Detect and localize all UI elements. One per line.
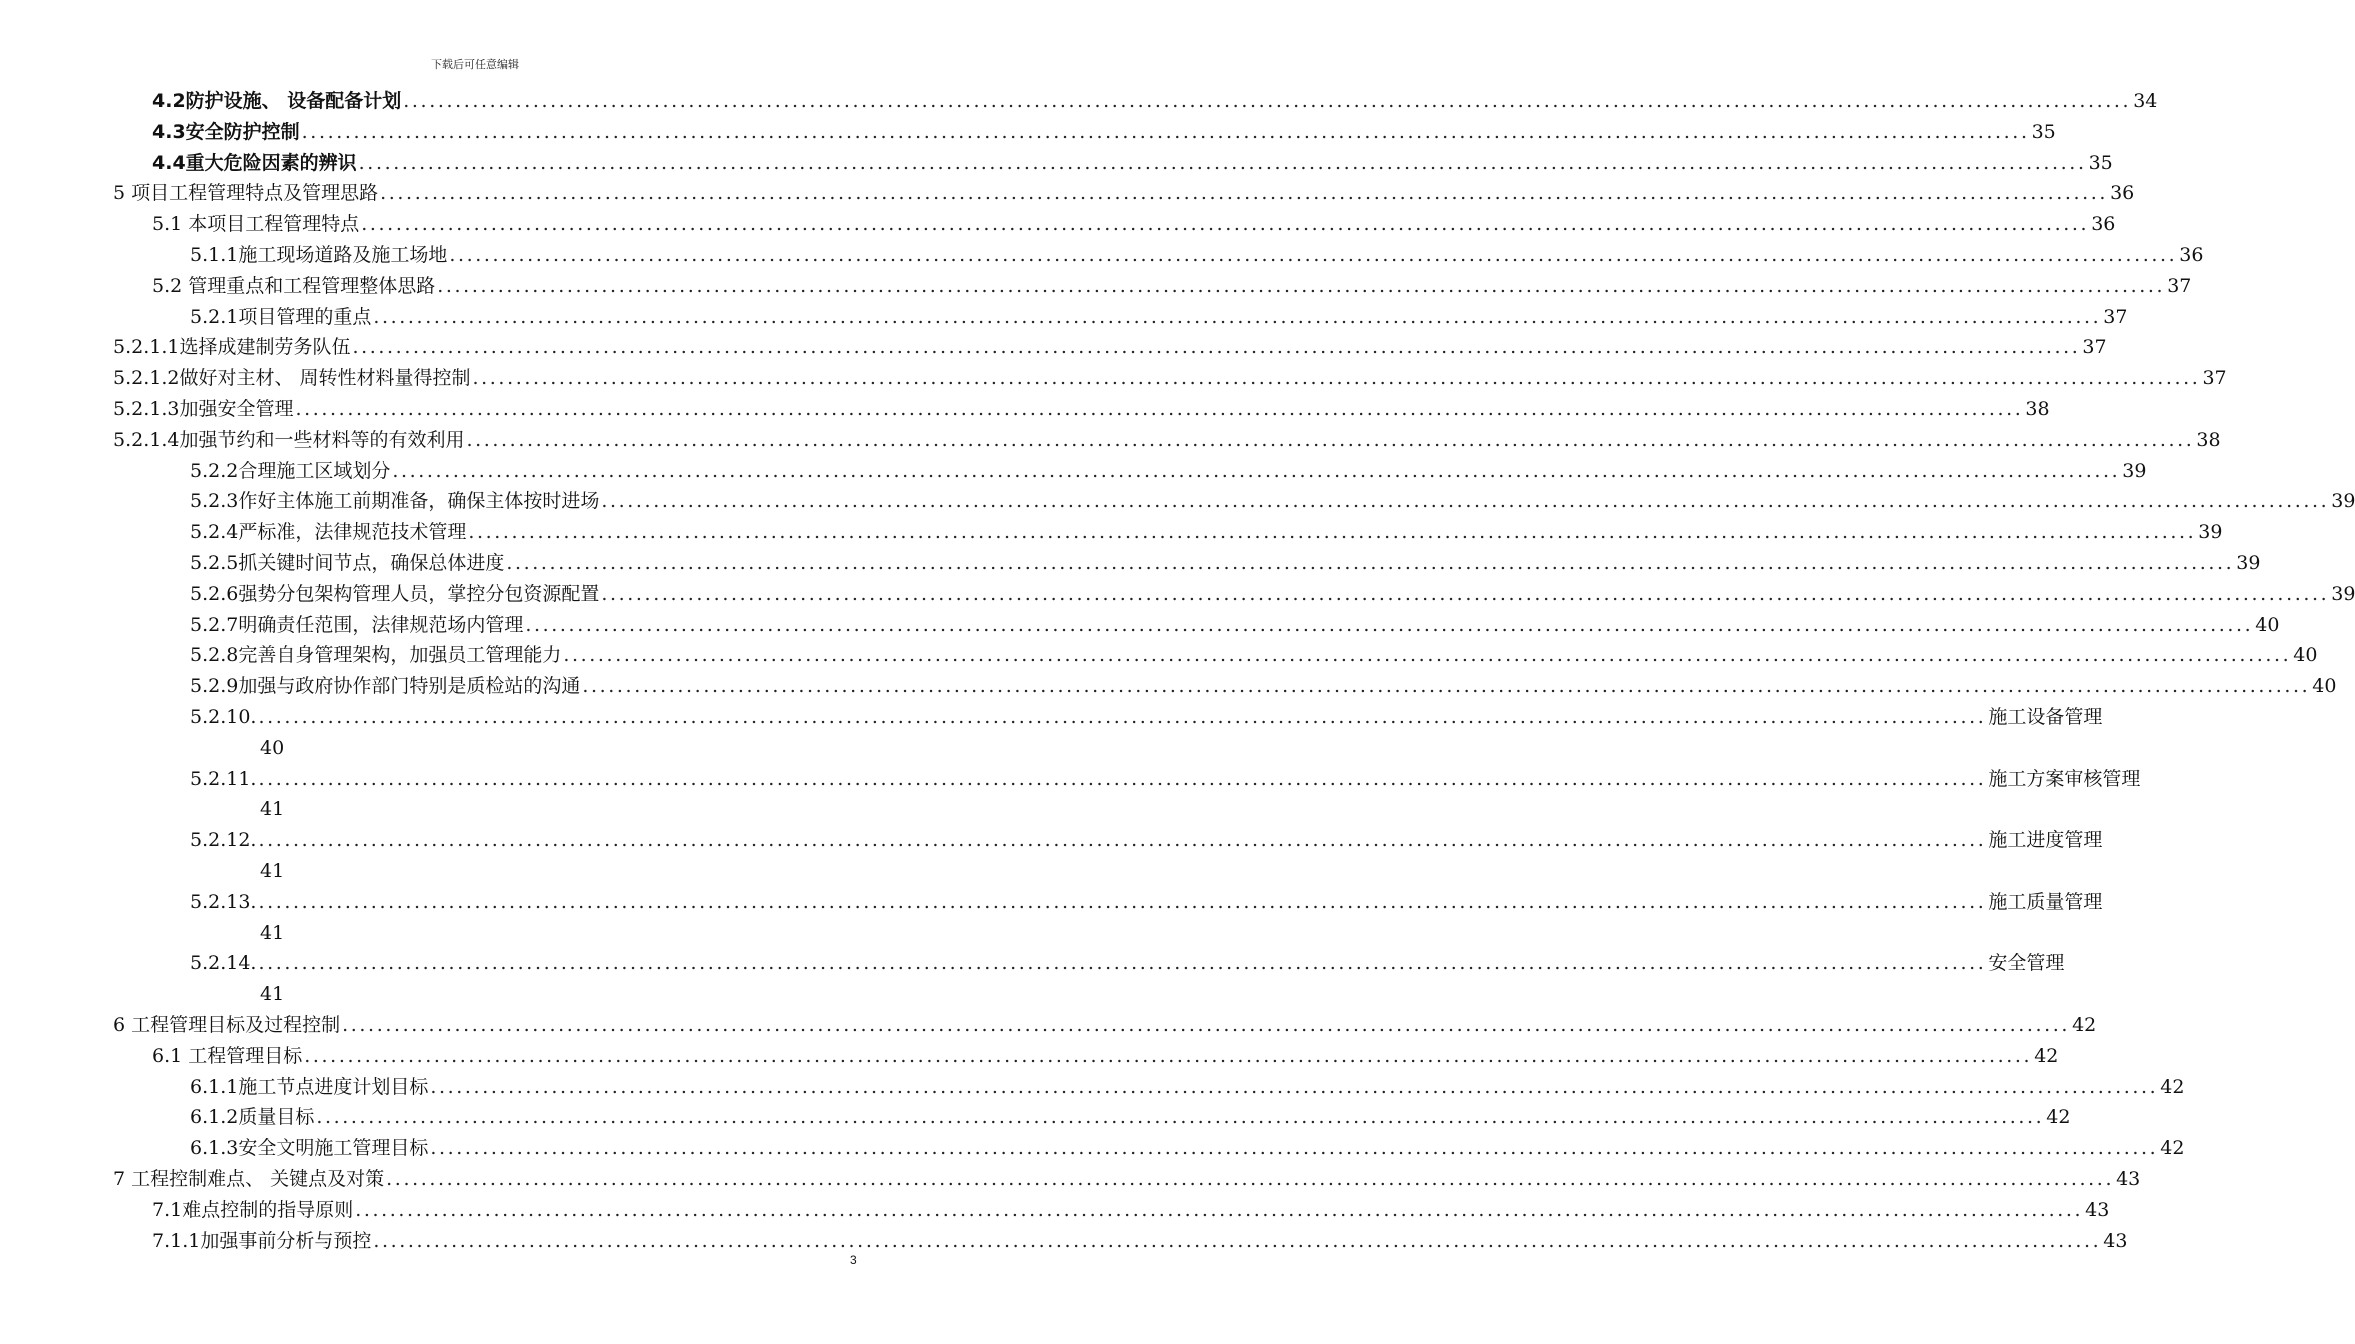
toc-entry-page: 37 (2103, 305, 2128, 328)
toc-entry-title: 6 工程管理目标及过程控制 (113, 1014, 341, 1036)
toc-entry-page: 36 (2110, 182, 2135, 205)
toc-entry-wrapped[interactable] (190, 825, 2103, 856)
toc-dot-leader: ........................................................................................................................................................................................................ (358, 151, 2087, 174)
toc-dot-leader: ........................................................................................................................................................................................................ (355, 1198, 2084, 1221)
toc-entry-page: 39 (2236, 552, 2261, 574)
toc-entry[interactable] (152, 86, 2158, 117)
toc-dot-leader: ........................................................................................................................................................................................................ (258, 952, 1987, 975)
toc-entry[interactable] (152, 117, 2056, 148)
toc-entry-page: 39 (2198, 521, 2223, 544)
toc-entry[interactable] (113, 363, 2227, 394)
toc-dot-leader: ........................................................................................................................................................................................................ (380, 182, 2109, 205)
toc-entry[interactable] (190, 302, 2128, 333)
toc-entry-page: 41 (260, 983, 285, 1006)
toc-entry-wrapped[interactable] (190, 948, 2065, 979)
toc-entry-wrapped[interactable] (190, 764, 2141, 795)
toc-entry-title: 5.2.7明确责任范围，法律规范场内管理 (190, 613, 524, 636)
toc-entry[interactable] (152, 1041, 2059, 1072)
toc-entry-title: 6.1.2质量目标 (190, 1106, 315, 1129)
toc-dot-leader: ........................................................................................................................................................................................................ (295, 398, 2024, 420)
toc-entry-title: 5.2.1项目管理的重点 (190, 305, 372, 328)
toc-entry-page: 39 (2122, 459, 2147, 482)
toc-entry-page: 35 (2088, 151, 2113, 174)
toc-entry-wrapped[interactable] (190, 702, 2103, 733)
toc-dot-leader: ........................................................................................................................................................................................................ (525, 613, 2254, 636)
toc-entry-title: 7.1.1加强事前分析与预控 (152, 1229, 372, 1252)
toc-entry-title: 5.2.1.2做好对主材、 周转性材料量得控制 (113, 367, 471, 390)
toc-entry-page: 37 (2082, 336, 2107, 359)
toc-entry-page: 42 (2034, 1044, 2059, 1067)
toc-entry-page: 42 (2046, 1106, 2071, 1129)
toc-entry-title: 5.1 本项目工程管理特点 (152, 213, 360, 236)
toc-entry-title: 施工质量管理 (1988, 890, 2103, 913)
toc-entry-title: 4.3安全防护控制 (152, 120, 300, 143)
toc-entry-page: 36 (2179, 244, 2204, 266)
toc-dot-leader: ........................................................................................................................................................................................................ (361, 213, 2090, 236)
toc-entry-page: 42 (2160, 1137, 2185, 1160)
toc-dot-leader: ........................................................................................................................................................................................................ (601, 490, 2330, 513)
toc-entry-page: 40 (2255, 613, 2280, 636)
toc-dot-leader: ........................................................................................................................................................................................................ (468, 521, 2197, 544)
toc-entry-title: 施工设备管理 (1988, 706, 2103, 728)
toc-entry[interactable] (152, 1195, 2110, 1226)
toc-entry[interactable] (190, 640, 2318, 671)
toc-entry-number: 5.2.11. (190, 767, 257, 790)
toc-dot-leader: ........................................................................................................................................................................................................ (386, 1168, 2115, 1190)
toc-entry[interactable] (190, 610, 2280, 641)
toc-entry-title: 5.2.8完善自身管理架构，加强员工管理能力 (190, 644, 562, 667)
toc-entry[interactable] (190, 548, 2261, 579)
toc-entry[interactable] (152, 271, 2192, 302)
toc-entry-title: 4.4重大危险因素的辨识 (152, 151, 357, 174)
toc-entry[interactable] (190, 579, 2355, 610)
toc-entry-page: 41 (260, 921, 285, 944)
toc-entry-number: 5.2.10. (190, 706, 257, 728)
toc-entry-title: 5.2.4严标准，法律规范技术管理 (190, 521, 467, 544)
toc-entry-number: 5.2.12. (190, 829, 257, 852)
toc-entry-page: 40 (2293, 644, 2318, 667)
toc-entry-page: 40 (2312, 675, 2337, 698)
toc-entry-page: 36 (2091, 213, 2116, 236)
toc-dot-leader: ........................................................................................................................................................................................................ (430, 1075, 2159, 1098)
toc-dot-leader: ........................................................................................................................................................................................................ (316, 1106, 2045, 1129)
toc-dot-leader: ........................................................................................................................................................................................................ (258, 829, 1987, 852)
toc-dot-leader: ........................................................................................................................................................................................................ (466, 428, 2195, 451)
toc-entry-page: 39 (2331, 582, 2355, 605)
toc-entry-title: 5.2 管理重点和工程管理整体思路 (152, 274, 436, 297)
toc-entry-page: 38 (2196, 428, 2221, 451)
toc-entry-number: 5.2.13. (190, 890, 257, 913)
toc-entry[interactable] (152, 148, 2113, 179)
toc-entry-title: 7.1难点控制的指导原则 (152, 1198, 354, 1221)
toc-entry-page: 42 (2072, 1014, 2097, 1036)
toc-entry[interactable] (113, 425, 2221, 456)
toc-entry-title: 5.2.9加强与政府协作部门特别是质检站的沟通 (190, 675, 581, 698)
toc-dot-leader: ........................................................................................................................................................................................................ (437, 274, 2166, 297)
toc-dot-leader: ........................................................................................................................................................................................................ (582, 675, 2311, 698)
toc-dot-leader: ........................................................................................................................................................................................................ (449, 244, 2178, 266)
toc-entry-title: 5.2.5抓关键时间节点，确保总体进度 (190, 552, 505, 574)
toc-entry-number: 5.2.14. (190, 952, 257, 975)
toc-entry-title: 5.2.1.3加强安全管理 (113, 398, 294, 420)
toc-dot-leader: ........................................................................................................................................................................................................ (352, 336, 2081, 359)
page-number: 3 (850, 1253, 857, 1267)
toc-entry-title: 5.1.1施工现场道路及施工场地 (190, 244, 448, 266)
toc-entry[interactable] (113, 1010, 2097, 1041)
toc-entry-title: 5.2.1.1选择成建制劳务队伍 (113, 336, 351, 359)
toc-entry-title: 5 项目工程管理特点及管理思路 (113, 182, 379, 205)
toc-entry-page: 37 (2167, 274, 2192, 297)
toc-dot-leader: ........................................................................................................................................................................................................ (258, 706, 1987, 728)
toc-dot-leader: ........................................................................................................................................................................................................ (258, 890, 1987, 913)
toc-entry-page: 43 (2103, 1229, 2128, 1252)
toc-dot-leader: ........................................................................................................................................................................................................ (304, 1044, 2033, 1067)
toc-entry-title: 6.1 工程管理目标 (152, 1044, 303, 1067)
toc-entry[interactable] (190, 1072, 2185, 1103)
toc-entry-page: 43 (2085, 1198, 2110, 1221)
toc-entry-title: 施工进度管理 (1988, 829, 2103, 852)
toc-dot-leader: ........................................................................................................................................................................................................ (373, 1229, 2102, 1252)
toc-entry[interactable] (190, 517, 2223, 548)
toc-entry-wrapped[interactable] (190, 887, 2103, 918)
toc-entry-title: 5.2.2合理施工区域划分 (190, 459, 391, 482)
toc-entry[interactable] (190, 1133, 2185, 1164)
toc-entry-page: 35 (2031, 120, 2056, 143)
toc-entry[interactable] (190, 240, 2204, 271)
toc-entry[interactable] (152, 209, 2116, 240)
toc-entry-title: 5.2.1.4加强节约和一些材料等的有效利用 (113, 428, 465, 451)
toc-entry[interactable] (152, 1226, 2128, 1257)
toc-entry-title: 4.2防护设施、 设备配备计划 (152, 90, 402, 112)
toc-dot-leader: ........................................................................................................................................................................................................ (258, 767, 1987, 790)
toc-entry-title: 7 工程控制难点、 关键点及对策 (113, 1168, 385, 1190)
page-header: 下载后可任意编辑 (431, 58, 519, 71)
toc-entry-title: 5.2.3作好主体施工前期准备，确保主体按时进场 (190, 490, 600, 513)
toc-entry-page: 41 (260, 860, 285, 882)
toc-dot-leader: ........................................................................................................................................................................................................ (392, 459, 2121, 482)
toc-entry[interactable] (113, 394, 2050, 425)
toc-dot-leader: ........................................................................................................................................................................................................ (601, 582, 2330, 605)
toc-dot-leader: ........................................................................................................................................................................................................ (430, 1137, 2159, 1160)
toc-entry[interactable] (113, 178, 2135, 209)
toc-entry[interactable] (113, 332, 2107, 363)
toc-entry[interactable] (113, 1164, 2141, 1195)
toc-entry[interactable] (190, 486, 2355, 517)
toc-entry-page: 34 (2133, 90, 2158, 112)
toc-entry-title: 6.1.3安全文明施工管理目标 (190, 1137, 429, 1160)
toc-entry-page: 41 (260, 798, 285, 821)
toc-entry-page: 37 (2202, 367, 2227, 390)
toc-entry-page: 40 (260, 736, 285, 759)
toc-entry-title: 5.2.6强势分包架构管理人员，掌控分包资源配置 (190, 582, 600, 605)
toc-entry[interactable] (190, 1102, 2071, 1133)
toc-entry[interactable] (190, 671, 2337, 702)
toc-entry-page: 42 (2160, 1075, 2185, 1098)
toc-dot-leader: ........................................................................................................................................................................................................ (506, 552, 2235, 574)
toc-entry-page: 38 (2025, 398, 2050, 420)
toc-entry-title: 安全管理 (1988, 952, 2065, 975)
toc-dot-leader: ........................................................................................................................................................................................................ (342, 1014, 2071, 1036)
toc-entry-title: 施工方案审核管理 (1988, 767, 2141, 790)
toc-entry-title: 6.1.1施工节点进度计划目标 (190, 1075, 429, 1098)
toc-entry-page: 43 (2116, 1168, 2141, 1190)
toc-dot-leader: ........................................................................................................................................................................................................ (301, 120, 2030, 143)
toc-dot-leader: ........................................................................................................................................................................................................ (403, 90, 2132, 112)
toc-dot-leader: ........................................................................................................................................................................................................ (472, 367, 2201, 390)
toc-dot-leader: ........................................................................................................................................................................................................ (373, 305, 2102, 328)
toc-entry-page: 39 (2331, 490, 2355, 513)
toc-dot-leader: ........................................................................................................................................................................................................ (563, 644, 2292, 667)
toc-entry[interactable] (190, 456, 2147, 487)
